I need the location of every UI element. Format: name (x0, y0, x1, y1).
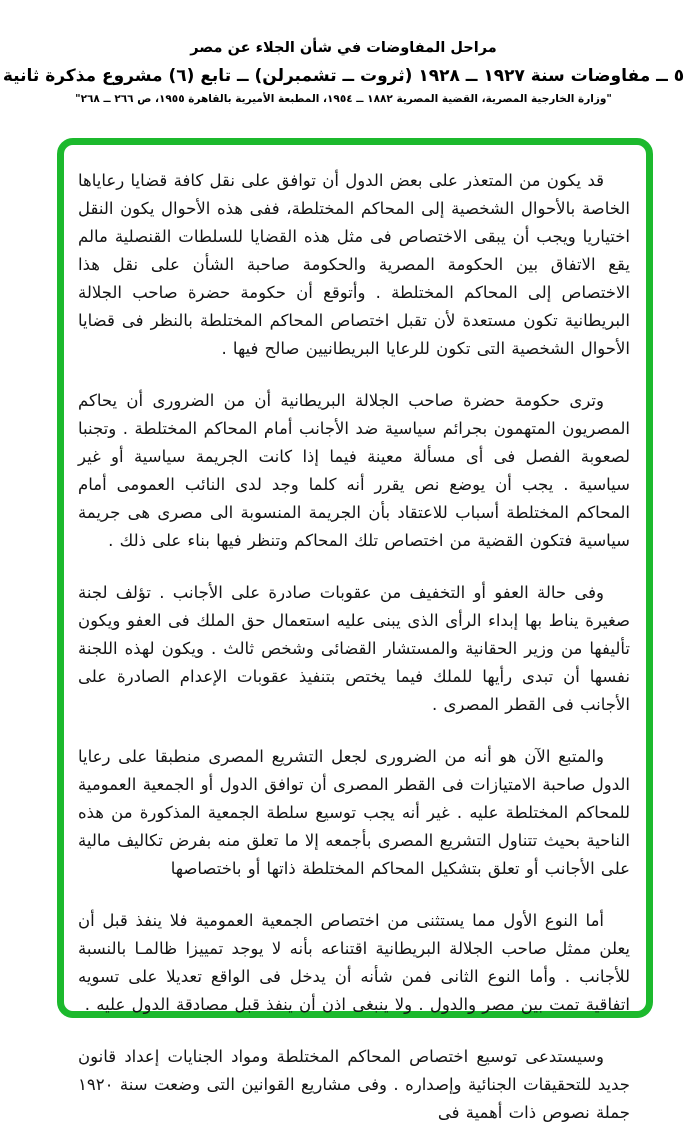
page-title: مراحل المفاوضات في شأن الجلاء عن مصر (190, 40, 497, 56)
paragraph: وفى حالة العفو أو التخفيف من عقوبات صادرة على الأجانب . تؤلف لجنة صغيرة يناط بها إبداء الرأى الذى يبنى عليه استعمال حق الملك فى العفو ويكون تأليفها من وزير الحقانية والمستشار القضائى وشخص ثالث . ويكون لهذه اللجنة نفسها أن تبدى رأيها للملك فيما يختص بتنفيذ عقوبات الإعدام الصادرة على الأجانب فى القطر المصرى . (78, 583, 630, 714)
paragraph: وسيستدعى توسيع اختصاص المحاكم المختلطة ومواد الجنايات إعداد قانون جديد للتحقيقات الجنائية وإصداره . وفى مشاريع القوانين التى وضعت سنة ١٩٢٠ جملة نصوص ذات أهمية فى (78, 1047, 630, 1122)
paragraph: أما النوع الأول مما يستثنى من اختصاص الجمعية العمومية فلا ينفذ قبل أن يعلن ممثل صاحب الجلالة البريطانية اقتناعه بأنه لا يوجد تمييزا ظالمـا بالنسبة للأجانب . وأما النوع الثانى فمن شأنه أن يدخل فى الواقع تعديلا على تسويه اتفاقية تمت بين مصر والدول . ولا ينبغى اذن أن ينفذ قبل مصادقة الدول عليه . (78, 911, 630, 1014)
paragraph: والمتبع الآن هو أنه من الضرورى لجعل التشريع المصرى منطبقا على رعايا الدول صاحبة الامتيازات فى القطر المصرى أن توافق الدول أو الجمعية العمومية للمحاكم المختلطة عليه . غير أنه يجب توسيع سلطة الجمعية المذكورة من هذه الناحية بحيث تتناول التشريع المصرى بأجمعه إلا ما تعلق منه بفرض تكاليف مالية على الأجانب أو تعلق بتشكيل المحاكم المختلطة ذاتها أو باختصاصها (78, 747, 630, 878)
document-header (0, 0, 687, 105)
paragraph: قد يكون من المتعذر على بعض الدول أن توافق على نقل كافة قضايا رعاياها الخاصة بالأحوال الشخصية إلى المحاكم المختلطة، ففى هذه الأحوال يكون النقل اختياريا ويجب أن يبقى الاختصاص فى مثل هذه القضايا للسلطات القنصلية مالم يقع الاتفاق بين الحكومة المصرية والحكومة صاحبة الشأن على نقل هذا الاختصاص إلى المحاكم المختلطة . وأتوقع أن حكومة حضرة صاحب الجلالة البريطانية تكون مستعدة لأن تقبل اختصاص المحاكم المختلطة بالنظر فى قضايا الأحوال الشخصية التى تكون للرعايا البريطانيين صالح فيها . (78, 171, 630, 358)
bordered-text-frame (57, 138, 653, 1122)
source-citation: "وزارة الخارجية المصرية، القضية المصرية ١٨٨٢ ــ ١٩٥٤، المطبعة الأميرية بالقاهرة ١٩٥٥، ص ٢٦٦ ــ ٢٦٨" (75, 93, 612, 105)
section-subtitle: ٥ ــ مفاوضات سنة ١٩٢٧ ــ ١٩٢٨ (ثروت ــ تشمبرلن) ــ تابع (٦) مشروع مذكرة ثانية (2, 66, 685, 86)
paragraph: وترى حكومة حضرة صاحب الجلالة البريطانية أن من الضرورى أن يحاكم المصريون المتهمون بجرائم سياسية ضد الأجانب أمام المحاكم المختلطة . وتجنبا لصعوبة الفصل فى أى مسألة معينة فيما إذا كانت الجريمة سياسية أو غير سياسية . يجب أن يوضع نص يقرر أنه كلما وجد لدى النائب العمومى أمام المحاكم المختلطة أسباب للاعتقاد بأن الجريمة المنسوبة الى مصرى هى جريمة سياسية فتكون القضية من اختصاص تلك المحاكم وتنظر فيها بناء على ذلك . (78, 391, 630, 550)
document-body (78, 167, 630, 1127)
